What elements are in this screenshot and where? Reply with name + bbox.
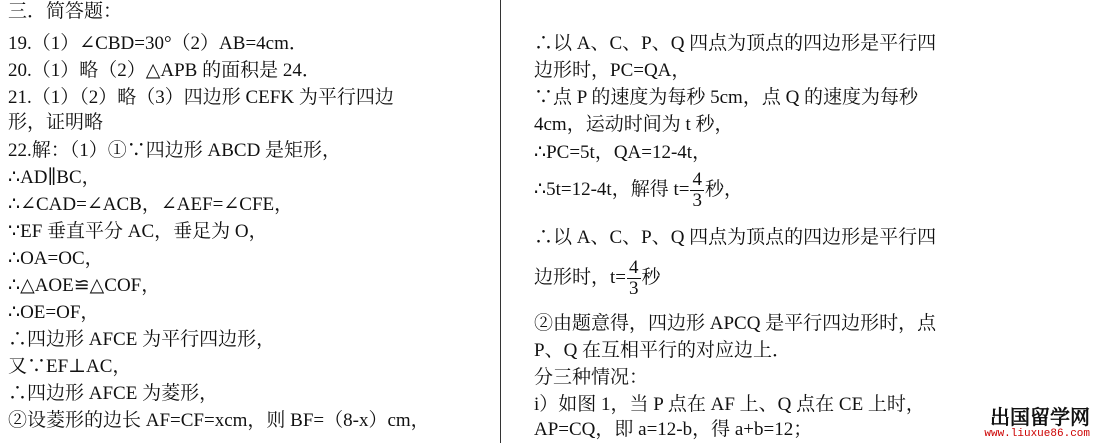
right-line-11: 分三种情况： <box>534 367 649 388</box>
answer-22-line-10: ∴四边形 AFCE 为菱形， <box>8 383 219 404</box>
column-divider <box>500 0 501 443</box>
right-line-8 <box>534 252 661 304</box>
answer-21-line-2: 形，证明略 <box>8 112 104 133</box>
answer-22-line-2: ∴AD∥BC， <box>8 167 101 188</box>
watermark-logo <box>984 406 1090 441</box>
answer-22-line-9: 又∵EF⊥AC， <box>8 356 132 377</box>
answer-22-line-1: 22.解：（1）①∵四边形 ABCD 是矩形， <box>8 140 342 161</box>
right-line-5: ∴PC=5t，QA=12-4t， <box>534 142 712 163</box>
right-line-6 <box>534 164 743 216</box>
watermark-text: 出国留学网 <box>990 405 1090 429</box>
right-line-13: AP=CQ，即 a=12-b，得 a+b=12； <box>534 419 813 440</box>
answer-22-line-7: ∴OE=OF， <box>8 302 100 323</box>
fraction <box>627 258 641 299</box>
answer-19: 19.（1）∠CBD=30°（2）AB=4cm． <box>8 33 308 54</box>
right-line-9: ②由题意得，四边形 APCQ 是平行四边形时，点 <box>534 313 937 334</box>
equation-text: ∴5t=12-4t，解得 t= <box>534 179 690 200</box>
section-heading: 三．简答题： <box>8 1 123 22</box>
answer-22-line-4: ∵EF 垂直平分 AC，垂足为 O， <box>8 221 268 242</box>
answer-21-line-1: 21.（1）（2）略（3）四边形 CEFK 为平行四边 <box>8 87 394 108</box>
right-line-4: 4cm，运动时间为 t 秒， <box>534 114 734 135</box>
answer-22-line-11: ②设菱形的边长 AF=CF=xcm，则 BF=（8-x）cm， <box>8 410 430 431</box>
fraction-denominator: 3 <box>629 278 639 300</box>
right-line-1: ∴以 A、C、P、Q 四点为顶点的四边形是平行四 <box>534 33 937 54</box>
unit-text: 秒 <box>641 267 661 288</box>
equation-text: 边形时，t= <box>534 267 626 288</box>
unit-text: 秒， <box>704 179 743 200</box>
right-line-2: 边形时，PC=QA， <box>534 60 691 81</box>
fraction-numerator: 4 <box>629 257 639 279</box>
answer-22-line-5: ∴OA=OC， <box>8 248 104 269</box>
right-line-7: ∴以 A、C、P、Q 四点为顶点的四边形是平行四 <box>534 227 937 248</box>
fraction-denominator: 3 <box>692 190 702 212</box>
watermark-url: www.liuxue86.com <box>984 428 1090 440</box>
answer-22-line-6: ∴△AOE≌△COF， <box>8 275 161 296</box>
right-line-3: ∵点 P 的速度为每秒 5cm，点 Q 的速度为每秒 <box>534 87 919 108</box>
fraction-numerator: 4 <box>692 169 702 191</box>
answer-22-line-8: ∴四边形 AFCE 为平行四边形， <box>8 329 276 350</box>
answer-20: 20.（1）略（2）△APB 的面积是 24． <box>8 60 321 81</box>
right-line-12: i）如图 1，当 P 点在 AF 上、Q 点在 CE 上时， <box>534 394 925 415</box>
fraction <box>690 170 704 211</box>
right-line-10: P、Q 在互相平行的对应边上． <box>534 340 792 361</box>
answer-22-line-3: ∴∠CAD=∠ACB，∠AEF=∠CFE， <box>8 194 294 215</box>
